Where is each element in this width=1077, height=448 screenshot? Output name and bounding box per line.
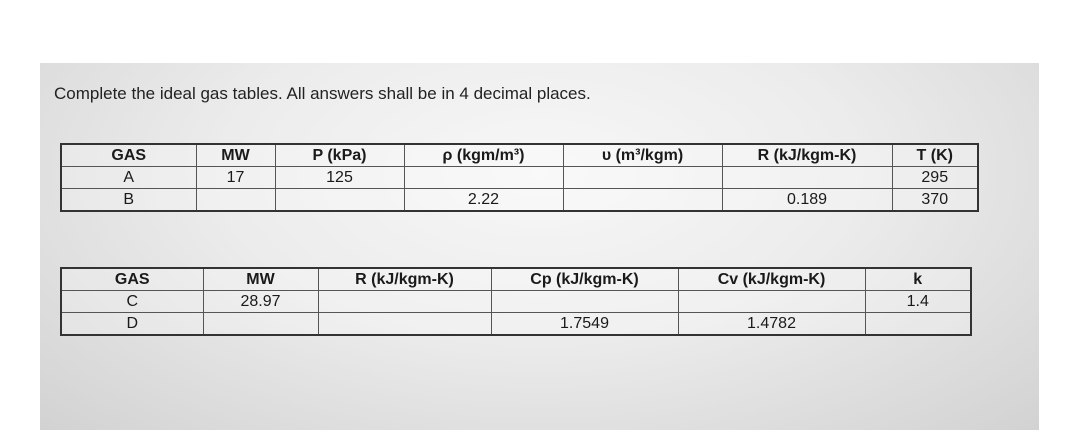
table-cell: 1.7549 [491,313,678,336]
table-cell: B [61,189,196,212]
table-cell [678,291,865,313]
table-header-row [61,268,971,291]
header-cell: Cp (kJ/kgm-K) [491,268,678,291]
ideal-gas-table-2 [60,267,972,336]
table-cell: C [61,291,203,313]
table-cell [563,189,722,212]
table-cell [491,291,678,313]
table-cell [318,291,491,313]
table-cell: 1.4782 [678,313,865,336]
header-cell: R (kJ/kgm-K) [722,144,892,167]
table-cell [404,167,563,189]
header-cell: ρ (kgm/m³) [404,144,563,167]
table-row [61,313,971,336]
table-cell [203,313,318,336]
table-cell [196,189,275,212]
table-cell [722,167,892,189]
table-cell [865,313,971,336]
table-cell: 2.22 [404,189,563,212]
table-cell: A [61,167,196,189]
header-cell: υ (m³/kgm) [563,144,722,167]
header-cell: GAS [61,144,196,167]
table-cell: 28.97 [203,291,318,313]
table-cell: 0.189 [722,189,892,212]
table-cell [563,167,722,189]
table-cell: 295 [892,167,978,189]
table-cell: 1.4 [865,291,971,313]
table-header-row [61,144,978,167]
table-cell: D [61,313,203,336]
header-cell: P (kPa) [275,144,404,167]
instruction-text: Complete the ideal gas tables. All answers shall be in 4 decimal places. [54,84,591,103]
header-cell: MW [196,144,275,167]
table-cell: 17 [196,167,275,189]
table-row [61,189,978,212]
header-cell: T (K) [892,144,978,167]
header-cell: R (kJ/kgm-K) [318,268,491,291]
header-cell: k [865,268,971,291]
header-cell: Cv (kJ/kgm-K) [678,268,865,291]
table-cell: 125 [275,167,404,189]
table-row [61,291,971,313]
ideal-gas-table-1 [60,143,979,212]
table-row [61,167,978,189]
header-cell: MW [203,268,318,291]
problem-photo [40,63,1039,430]
table-cell [318,313,491,336]
table-cell [275,189,404,212]
table-cell: 370 [892,189,978,212]
header-cell: GAS [61,268,203,291]
